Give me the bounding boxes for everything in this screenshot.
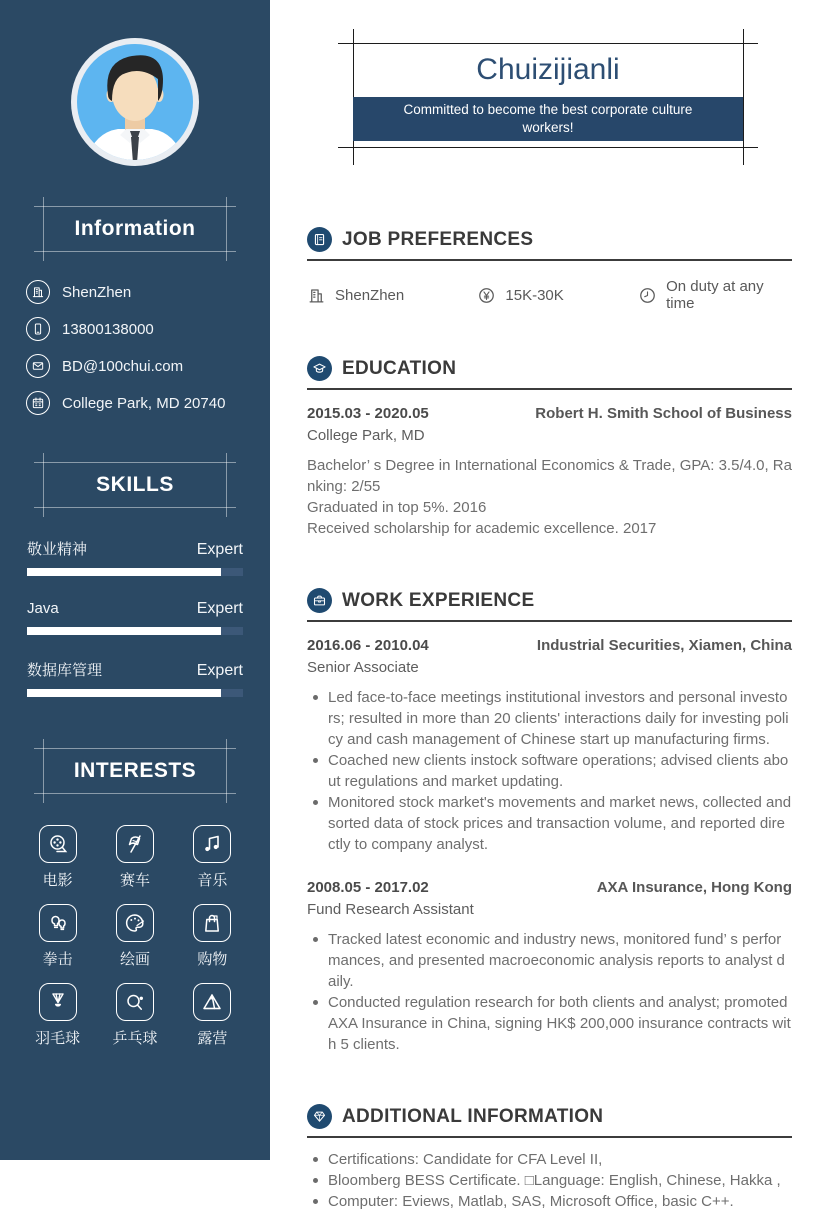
education-entry-head <box>307 405 792 422</box>
mark-line <box>34 793 236 794</box>
contact-row-address <box>26 391 270 415</box>
contact-row-email <box>26 354 270 378</box>
contact-address: College Park, MD 20740 <box>62 394 226 412</box>
interest-label: 购物 <box>197 951 228 968</box>
candidate-name: Chuizijianli <box>476 53 620 86</box>
contact-row-city <box>26 280 270 304</box>
jp-availability <box>638 278 792 312</box>
skill-bar-fill <box>27 627 221 635</box>
job-preferences-header <box>307 227 792 261</box>
education-section <box>307 356 792 539</box>
sidebar <box>0 0 270 1160</box>
music-note-icon <box>193 825 231 863</box>
interests-grid <box>19 825 251 1048</box>
work-entry-head <box>307 637 792 654</box>
skill-bar-track <box>27 627 243 635</box>
pingpong-icon <box>116 983 154 1021</box>
yen-circle-icon <box>477 286 496 305</box>
education-period: 2015.03 - 2020.05 <box>307 405 429 422</box>
mark-line <box>34 748 236 749</box>
skill-bar-fill <box>27 689 221 697</box>
skill-level: Expert <box>196 541 243 558</box>
interest-label: 拳击 <box>42 951 73 968</box>
mark-line <box>34 462 236 463</box>
interests-section-header <box>43 748 227 794</box>
additional-info-bullet: Bloomberg BESS Certificate. □Language: English, Chinese, Hakka , <box>307 1170 792 1191</box>
information-title: Information <box>74 217 196 240</box>
graduation-cap-icon <box>307 356 332 381</box>
tagline-banner: Committed to become the best corporate culture workers! <box>353 97 743 141</box>
office-building-icon <box>307 286 326 305</box>
work-experience-header <box>307 588 792 622</box>
jp-availability-text: On duty at any time <box>666 278 764 312</box>
skill-bar-fill <box>27 568 221 576</box>
additional-info-bullet: Certifications: Candidate for CFA Level II, <box>307 1149 792 1170</box>
interest-label: 绘画 <box>119 951 150 968</box>
skills-title: SKILLS <box>96 473 174 496</box>
interest-item <box>19 904 96 969</box>
jp-salary <box>477 278 638 312</box>
interest-item <box>96 904 173 969</box>
interest-label: 音乐 <box>197 872 228 889</box>
mark-line <box>43 739 44 803</box>
jp-location-text: ShenZhen <box>335 286 405 304</box>
clock-icon <box>638 286 657 305</box>
work-bullets <box>307 929 792 1055</box>
mark-line <box>43 197 44 261</box>
mark-line <box>226 739 227 803</box>
header-rule-right <box>743 29 744 165</box>
contact-email: BD@100chui.com <box>62 357 184 375</box>
section-title: ADDITIONAL INFORMATION <box>342 1105 604 1127</box>
additional-information-section <box>307 1104 792 1212</box>
skill-name: 数据库管理 <box>27 662 103 679</box>
skill-item <box>27 659 243 697</box>
work-bullet: Conducted regulation research for both clients and analyst; promoted AXA Insurance in China, signing HK$ 200,000 insurance contracts with 5 clients. <box>307 992 792 1055</box>
contact-phone: 13800138000 <box>62 320 154 338</box>
contact-list <box>26 280 270 415</box>
mark-line <box>226 453 227 517</box>
mark-line <box>34 507 236 508</box>
work-bullet: Led face-to-face meetings institutional investors and personal investors; resulted in more than 20 clients' interactions daily for investing policy and cash management of Chinese start up manufacturing firms. <box>307 687 792 750</box>
name-header <box>307 0 792 170</box>
work-company: AXA Insurance, Hong Kong <box>596 879 792 896</box>
contact-city: ShenZhen <box>62 283 132 301</box>
work-role: Senior Associate <box>307 659 419 676</box>
education-detail-line: Received scholarship for academic excellence. 2017 <box>307 520 657 537</box>
notebook-icon <box>307 227 332 252</box>
diamond-icon <box>307 1104 332 1129</box>
skill-item <box>27 538 243 576</box>
job-preferences-row <box>307 278 792 312</box>
interest-item <box>174 983 251 1048</box>
education-detail-line: Bachelor’ s Degree in International Economics & Trade, GPA: 3.5/4.0, Ranking: 2/55 <box>307 457 792 495</box>
additional-info-bullets <box>307 1149 792 1212</box>
film-reel-icon <box>39 825 77 863</box>
skill-name: Java <box>27 600 59 617</box>
shopping-bag-icon <box>193 904 231 942</box>
work-entry <box>307 637 792 855</box>
phone-icon <box>26 317 50 341</box>
education-header <box>307 356 792 390</box>
skills-section-header <box>43 462 227 508</box>
work-experience-section <box>307 588 792 1055</box>
mark-line <box>34 251 236 252</box>
work-bullet: Coached new clients instock software operations; advised clients about regulations and market updating. <box>307 750 792 792</box>
additional-info-bullet: Computer: Eviews, Matlab, SAS, Microsoft Office, basic C++. <box>307 1191 792 1212</box>
mark-line <box>34 206 236 207</box>
work-period: 2016.06 - 2010.04 <box>307 637 429 654</box>
paint-palette-icon <box>116 904 154 942</box>
education-detail-line: Graduated in top 5%. 2016 <box>307 499 487 516</box>
briefcase-icon <box>307 588 332 613</box>
interest-item <box>96 825 173 890</box>
work-period: 2008.05 - 2017.02 <box>307 879 429 896</box>
interest-item <box>174 825 251 890</box>
work-bullets <box>307 687 792 855</box>
skill-item <box>27 600 243 635</box>
jp-salary-text: 15K-30K <box>505 286 564 304</box>
interest-item <box>96 983 173 1048</box>
section-title: EDUCATION <box>342 357 457 379</box>
skills-list <box>27 538 243 697</box>
racing-flag-icon <box>116 825 154 863</box>
skill-level: Expert <box>196 662 243 679</box>
interest-item <box>19 983 96 1048</box>
work-entry <box>307 879 792 1055</box>
job-preferences-section <box>307 227 792 312</box>
education-details <box>307 455 792 539</box>
education-location: College Park, MD <box>307 427 425 444</box>
building-icon <box>26 280 50 304</box>
interest-item <box>174 904 251 969</box>
main-content <box>270 0 820 1210</box>
education-institution: Robert H. Smith School of Business <box>535 405 792 422</box>
work-bullet: Tracked latest economic and industry news, monitored fund’ s performances, and presented macroeconomic analysis reports to analyst daily. <box>307 929 792 992</box>
boxing-gloves-icon <box>39 904 77 942</box>
skill-bar-track <box>27 568 243 576</box>
avatar <box>70 37 200 167</box>
interest-label: 赛车 <box>119 872 150 889</box>
skill-level: Expert <box>196 600 243 617</box>
badminton-icon <box>39 983 77 1021</box>
section-title: JOB PREFERENCES <box>342 228 534 250</box>
interest-item <box>19 825 96 890</box>
section-title: WORK EXPERIENCE <box>342 589 535 611</box>
jp-location <box>307 278 477 312</box>
camping-tent-icon <box>193 983 231 1021</box>
mark-line <box>43 453 44 517</box>
work-company: Industrial Securities, Xiamen, China <box>536 637 792 654</box>
work-bullet: Monitored stock market's movements and market news, collected and sorted data of stock prices and transaction volume, and reported directly to company analyst. <box>307 792 792 855</box>
interest-label: 电影 <box>42 872 73 889</box>
mark-line <box>226 197 227 261</box>
information-section-header <box>43 206 227 252</box>
email-icon <box>26 354 50 378</box>
skill-bar-track <box>27 689 243 697</box>
interest-label: 乒乓球 <box>112 1030 158 1047</box>
work-role: Fund Research Assistant <box>307 901 474 918</box>
calendar-icon <box>26 391 50 415</box>
interest-label: 羽毛球 <box>35 1030 81 1047</box>
interest-label: 露营 <box>197 1030 228 1047</box>
additional-information-header <box>307 1104 792 1138</box>
skill-name: 敬业精神 <box>27 541 88 558</box>
header-rule-bottom <box>338 147 758 148</box>
work-entry-head <box>307 879 792 896</box>
interests-title: INTERESTS <box>73 759 197 782</box>
contact-row-phone <box>26 317 270 341</box>
